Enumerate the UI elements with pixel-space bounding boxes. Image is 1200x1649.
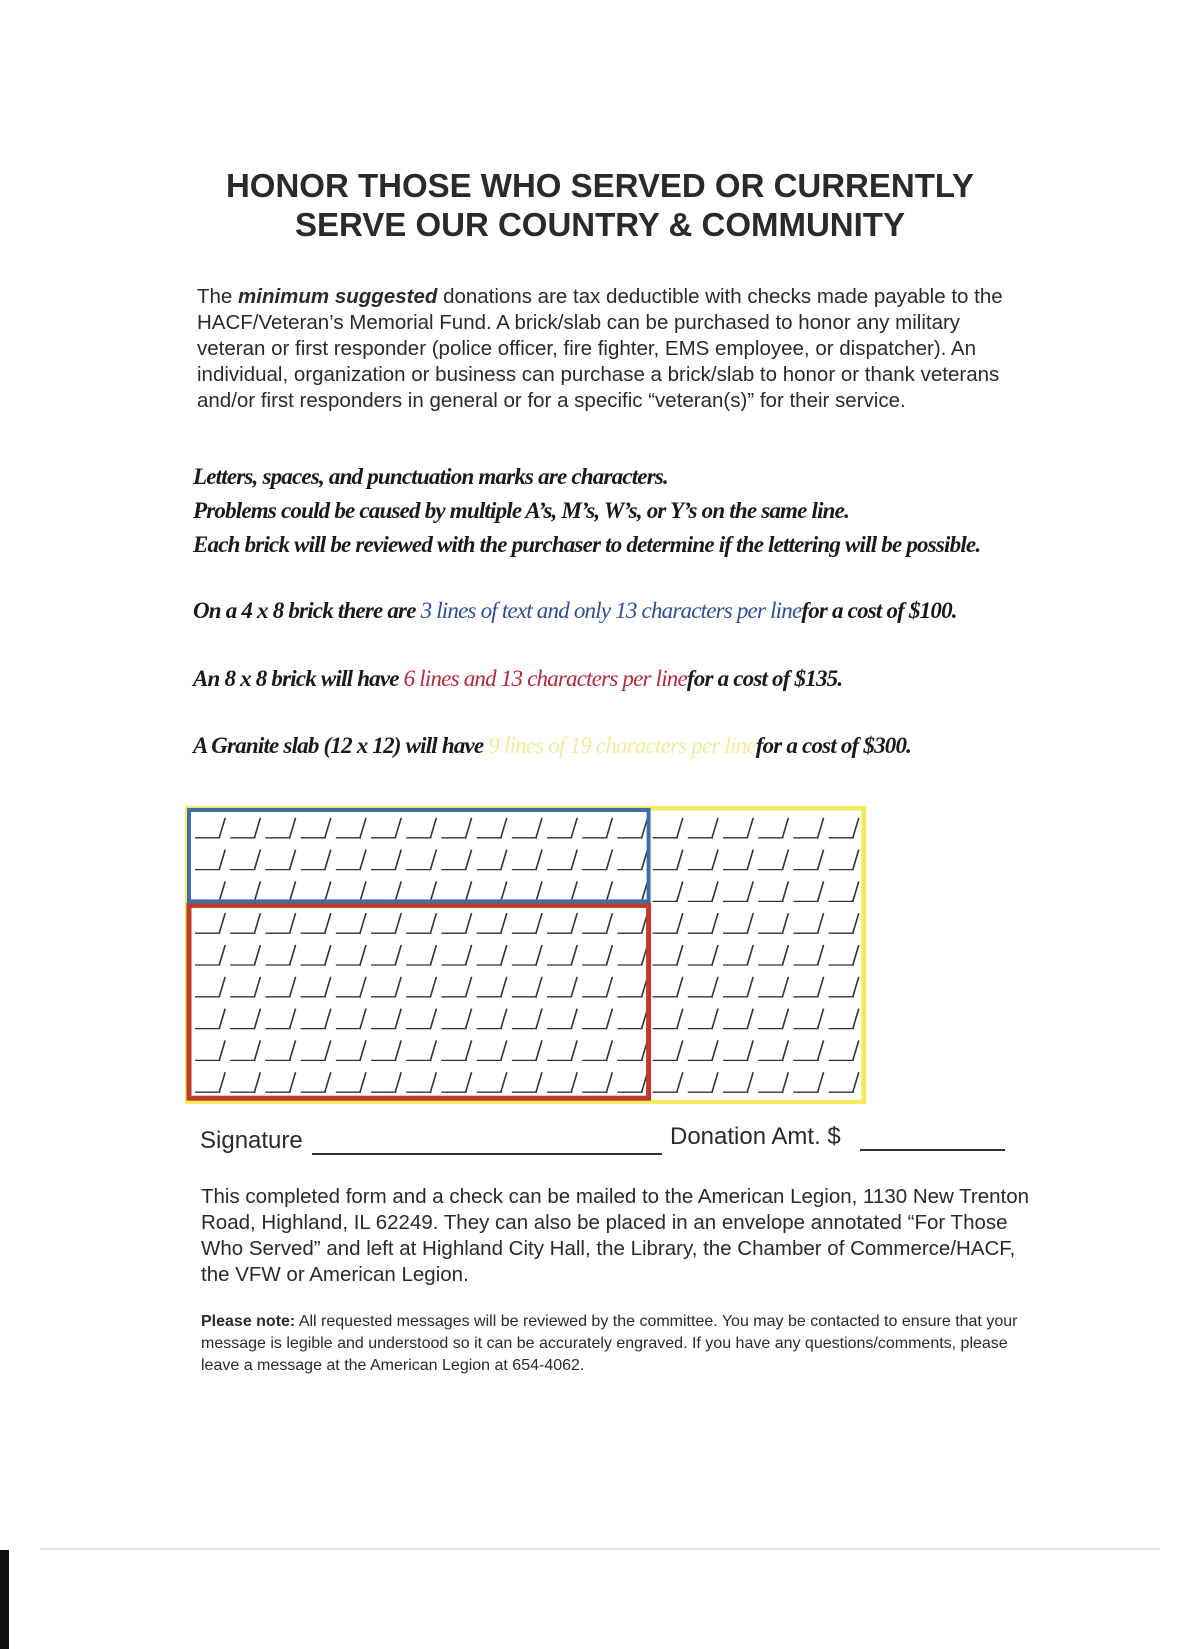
- character-divider: [501, 1009, 507, 1029]
- character-divider: [677, 977, 683, 997]
- character-divider: [430, 818, 436, 838]
- character-divider: [395, 977, 401, 997]
- character-divider: [747, 850, 753, 870]
- intro-text: donations are tax deductible with checks made payable to the HACF/Veteran’s Memorial Fund. A brick/slab can be purchased to honor any military veteran or first responder (police officer, fire fighter, EMS employee, or dispatcher). An individual, organization or business can purchase a brick/slab to honor or thank veterans and/or first responders in general or for a specific “veteran(s)” for their service.: [197, 285, 1003, 412]
- character-divider: [430, 913, 436, 933]
- character-divider: [606, 1009, 612, 1029]
- price-8x8-brick: [193, 666, 1143, 692]
- character-divider: [360, 850, 366, 870]
- character-divider: [782, 1040, 788, 1060]
- signature-row: [200, 1123, 1020, 1157]
- character-divider: [290, 1072, 296, 1092]
- character-divider: [818, 945, 824, 965]
- character-divider: [501, 818, 507, 838]
- character-divider: [712, 881, 718, 901]
- character-divider: [325, 945, 331, 965]
- character-divider: [360, 881, 366, 901]
- character-divider: [853, 913, 859, 933]
- character-divider: [536, 1009, 542, 1029]
- price-highlight: 9 lines of 19 characters per line: [488, 733, 756, 758]
- character-divider: [536, 945, 542, 965]
- character-divider: [501, 850, 507, 870]
- character-divider: [325, 850, 331, 870]
- character-divider: [254, 913, 260, 933]
- character-divider: [466, 818, 472, 838]
- character-divider: [501, 977, 507, 997]
- character-divider: [290, 881, 296, 901]
- price-after: for a cost of $135.: [686, 666, 843, 691]
- character-divider: [536, 850, 542, 870]
- price-granite-slab: [193, 733, 1143, 759]
- character-divider: [712, 850, 718, 870]
- engraving-grid: [185, 806, 903, 1104]
- character-divider: [430, 1009, 436, 1029]
- note-text: All requested messages will be reviewed by the committee. You may be contacted to ensure that your message is legible and understood so it can be accurately engraved. If you have any questions/comments, please leave a message at the American Legion at 654-4062.: [201, 1313, 1018, 1374]
- character-divider: [395, 945, 401, 965]
- character-divider: [782, 977, 788, 997]
- character-divider: [501, 1072, 507, 1092]
- character-divider: [219, 1009, 225, 1029]
- character-divider: [782, 1072, 788, 1092]
- character-divider: [747, 1040, 753, 1060]
- character-divider: [501, 881, 507, 901]
- page-title: [150, 166, 1050, 244]
- character-divider: [712, 1072, 718, 1092]
- character-divider: [536, 818, 542, 838]
- character-divider: [712, 913, 718, 933]
- character-divider: [219, 881, 225, 901]
- character-divider: [677, 945, 683, 965]
- character-divider: [466, 850, 472, 870]
- character-divider: [712, 945, 718, 965]
- character-divider: [536, 977, 542, 997]
- character-divider: [606, 818, 612, 838]
- character-divider: [325, 1009, 331, 1029]
- character-divider: [782, 1009, 788, 1029]
- mailing-instructions: This completed form and a check can be mailed to the American Legion, 1130 New Trenton Road, Highland, IL 62249. They can also be placed in an envelope annotated “For Those Who Served” and left at Highland City Hall, the Library, the Chamber of Commerce/HACF, the VFW or American Legion.: [201, 1185, 1030, 1286]
- character-divider: [747, 945, 753, 965]
- character-divider: [219, 1040, 225, 1060]
- character-divider: [747, 1009, 753, 1029]
- character-divider: [536, 881, 542, 901]
- character-divider: [430, 1072, 436, 1092]
- character-divider: [747, 913, 753, 933]
- character-divider: [712, 818, 718, 838]
- character-divider: [290, 913, 296, 933]
- character-divider: [290, 1009, 296, 1029]
- character-divider: [466, 977, 472, 997]
- signature-label: Signature: [200, 1127, 303, 1154]
- character-divider: [712, 977, 718, 997]
- price-after: for a cost of $100.: [801, 598, 957, 623]
- intro-emphasis: minimum suggested: [238, 285, 438, 308]
- character-divider: [325, 913, 331, 933]
- character-divider: [536, 913, 542, 933]
- character-divider: [571, 1072, 577, 1092]
- intro-prefix: The: [197, 285, 239, 308]
- character-divider: [466, 1040, 472, 1060]
- intro-paragraph: [197, 284, 1017, 414]
- character-divider: [290, 945, 296, 965]
- character-divider: [360, 913, 366, 933]
- character-divider: [536, 1040, 542, 1060]
- price-before: A Granite slab (12 x 12) will have: [193, 733, 489, 758]
- character-divider: [254, 850, 260, 870]
- character-divider: [606, 913, 612, 933]
- character-divider: [818, 1040, 824, 1060]
- character-divider: [747, 977, 753, 997]
- character-divider: [501, 1040, 507, 1060]
- title-line-2: SERVE OUR COUNTRY & COMMUNITY: [295, 206, 905, 243]
- character-divider: [818, 1009, 824, 1029]
- character-divider: [360, 818, 366, 838]
- character-divider: [360, 1072, 366, 1092]
- character-divider: [219, 945, 225, 965]
- character-divider: [536, 1072, 542, 1092]
- character-divider: [430, 977, 436, 997]
- character-divider: [853, 977, 859, 997]
- character-divider: [466, 1009, 472, 1029]
- character-divider: [606, 850, 612, 870]
- character-divider: [853, 1009, 859, 1029]
- character-divider: [360, 1009, 366, 1029]
- character-divider: [677, 1072, 683, 1092]
- character-divider: [466, 945, 472, 965]
- price-highlight: 6 lines and 13 characters per line: [403, 666, 687, 691]
- character-divider: [606, 1072, 612, 1092]
- character-divider: [782, 850, 788, 870]
- character-divider: [395, 881, 401, 901]
- rule-review: Each brick will be reviewed with the purchaser to determine if the lettering will be possible.: [193, 532, 981, 557]
- engraving-grid-svg: [185, 806, 903, 1104]
- character-divider: [677, 1009, 683, 1029]
- character-divider: [325, 818, 331, 838]
- character-divider: [395, 1072, 401, 1092]
- character-divider: [395, 1009, 401, 1029]
- character-divider: [466, 913, 472, 933]
- character-divider: [677, 881, 683, 901]
- character-divider: [818, 1072, 824, 1092]
- character-divider: [360, 977, 366, 997]
- character-divider: [571, 913, 577, 933]
- character-divider: [677, 850, 683, 870]
- character-divider: [254, 977, 260, 997]
- character-divider: [782, 818, 788, 838]
- character-divider: [395, 818, 401, 838]
- please-note: [201, 1311, 1031, 1377]
- character-divider: [395, 850, 401, 870]
- character-divider: [712, 1040, 718, 1060]
- price-after: for a cost of $300.: [755, 733, 912, 758]
- character-divider: [782, 945, 788, 965]
- character-divider: [254, 1072, 260, 1092]
- character-divider: [606, 881, 612, 901]
- character-divider: [853, 850, 859, 870]
- character-divider: [219, 1072, 225, 1092]
- character-divider: [853, 945, 859, 965]
- character-divider: [853, 1072, 859, 1092]
- donation-label: Donation Amt. $: [670, 1123, 841, 1150]
- character-divider: [606, 945, 612, 965]
- character-divider: [501, 913, 507, 933]
- character-divider: [677, 1040, 683, 1060]
- character-divider: [571, 977, 577, 997]
- character-divider: [818, 977, 824, 997]
- character-divider: [606, 1040, 612, 1060]
- character-divider: [501, 945, 507, 965]
- character-divider: [360, 1040, 366, 1060]
- rule-characters: Letters, spaces, and punctuation marks are characters.: [193, 464, 668, 489]
- character-divider: [677, 913, 683, 933]
- character-divider: [254, 1009, 260, 1029]
- character-divider: [571, 945, 577, 965]
- character-divider: [747, 818, 753, 838]
- character-divider: [325, 881, 331, 901]
- character-divider: [466, 1072, 472, 1092]
- brick-8x8-outline: [189, 905, 649, 1098]
- character-divider: [782, 881, 788, 901]
- character-divider: [360, 945, 366, 965]
- character-divider: [430, 1040, 436, 1060]
- character-divider: [325, 1040, 331, 1060]
- character-divider: [571, 1009, 577, 1029]
- donation-amount-field[interactable]: [860, 1149, 1005, 1151]
- lettering-rules: [193, 460, 1093, 562]
- price-highlight: 3 lines of text and only 13 characters per line: [420, 598, 802, 623]
- character-divider: [254, 1040, 260, 1060]
- note-label: Please note:: [201, 1313, 296, 1330]
- character-divider: [254, 945, 260, 965]
- character-divider: [325, 977, 331, 997]
- price-before: An 8 x 8 brick will have: [193, 666, 404, 691]
- character-divider: [219, 977, 225, 997]
- character-divider: [747, 1072, 753, 1092]
- scan-edge-bar: [0, 1550, 9, 1649]
- scan-edge-line: [40, 1548, 1160, 1550]
- price-4x8-brick: [193, 598, 1143, 624]
- character-divider: [290, 1040, 296, 1060]
- character-divider: [571, 881, 577, 901]
- character-divider: [430, 945, 436, 965]
- character-divider: [430, 850, 436, 870]
- character-divider: [219, 818, 225, 838]
- character-divider: [571, 818, 577, 838]
- character-divider: [782, 913, 788, 933]
- character-divider: [254, 818, 260, 838]
- character-divider: [219, 913, 225, 933]
- character-divider: [466, 881, 472, 901]
- character-divider: [430, 881, 436, 901]
- character-divider: [395, 1040, 401, 1060]
- character-divider: [254, 881, 260, 901]
- character-divider: [818, 913, 824, 933]
- character-divider: [853, 881, 859, 901]
- character-divider: [853, 1040, 859, 1060]
- character-divider: [571, 1040, 577, 1060]
- character-divider: [219, 850, 225, 870]
- character-divider: [290, 977, 296, 997]
- signature-field[interactable]: [312, 1153, 662, 1155]
- character-divider: [818, 881, 824, 901]
- character-divider: [818, 818, 824, 838]
- character-divider: [606, 977, 612, 997]
- character-divider: [818, 850, 824, 870]
- price-before: On a 4 x 8 brick there are: [193, 598, 421, 623]
- character-divider: [747, 881, 753, 901]
- character-divider: [677, 818, 683, 838]
- rule-wide-letters: Problems could be caused by multiple A’s, M’s, W’s, or Y’s on the same line.: [193, 498, 850, 523]
- character-divider: [395, 913, 401, 933]
- character-divider: [290, 850, 296, 870]
- character-divider: [853, 818, 859, 838]
- character-divider: [571, 850, 577, 870]
- slab-12x12-outline: [187, 808, 864, 1102]
- character-divider: [712, 1009, 718, 1029]
- title-line-1: HONOR THOSE WHO SERVED OR CURRENTLY: [225, 167, 975, 204]
- character-divider: [290, 818, 296, 838]
- character-divider: [325, 1072, 331, 1092]
